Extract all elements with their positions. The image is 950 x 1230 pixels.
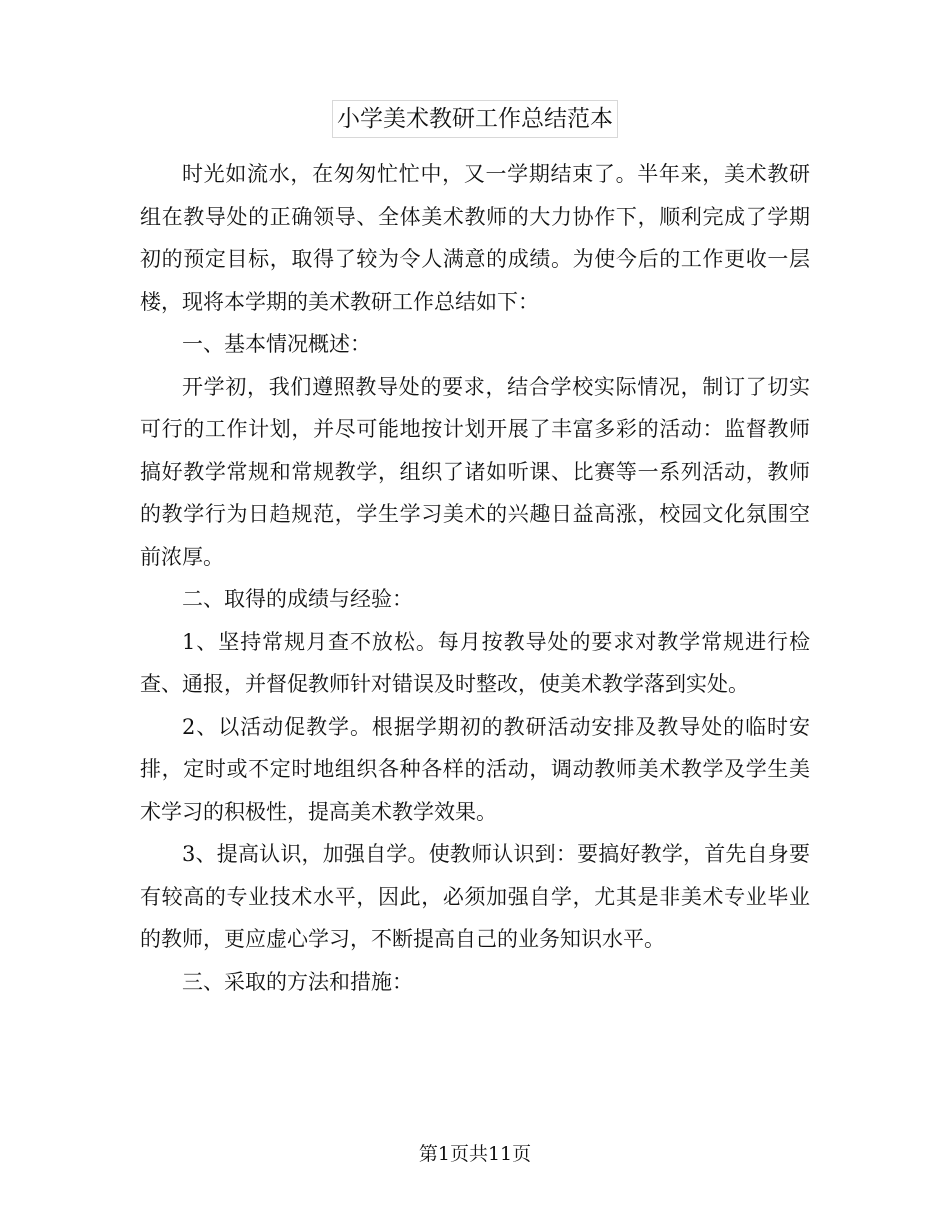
document-title bbox=[0, 100, 950, 138]
document-title-text: 小学美术教研工作总结范本 bbox=[332, 100, 618, 138]
heading-section-1: 一、基本情况概述： bbox=[182, 332, 371, 356]
paragraph-item-2: 2、以活动促教学。根据学期初的教研活动安排及教导处的临时安排，定时或不定时地组织各种各样的活动，调动教师美术教学及学生美术学习的积极性，提高美术教学效果。 bbox=[140, 714, 810, 824]
paragraph-section-1: 开学初，我们遵照教导处的要求，结合学校实际情况，制订了切实可行的工作计划，并尽可能地按计划开展了丰富多彩的活动：监督教师搞好教学常规和常规教学，组织了诸如听课、比赛等一系列活动，教师的教学行为日趋规范，学生学习美术的兴趣日益高涨，校园文化氛围空前浓厚。 bbox=[140, 374, 810, 569]
document-body bbox=[140, 153, 810, 1003]
paragraph-intro: 时光如流水，在匆匆忙忙中，又一学期结束了。半年来，美术教研组在教导处的正确领导、全体美术教师的大力协作下，顺利完成了学期初的预定目标，取得了较为令人满意的成绩。为使今后的工作更收一层楼，现将本学期的美术教研工作总结如下： bbox=[140, 162, 810, 314]
paragraph-item-3: 3、提高认识，加强自学。使教师认识到：要搞好教学，首先自身要有较高的专业技术水平，因此，必须加强自学，尤其是非美术专业毕业的教师，更应虚心学习，不断提高自己的业务知识水平。 bbox=[140, 842, 810, 951]
heading-section-3: 三、采取的方法和措施： bbox=[182, 969, 413, 994]
heading-section-2: 二、取得的成绩与经验： bbox=[182, 587, 413, 611]
page-number-footer: 第1页共11页 bbox=[418, 1143, 532, 1165]
paragraph-item-1: 1、坚持常规月查不放松。每月按教导处的要求对教学常规进行检查、通报，并督促教师针对错误及时整改，使美术教学落到实处。 bbox=[140, 629, 810, 696]
